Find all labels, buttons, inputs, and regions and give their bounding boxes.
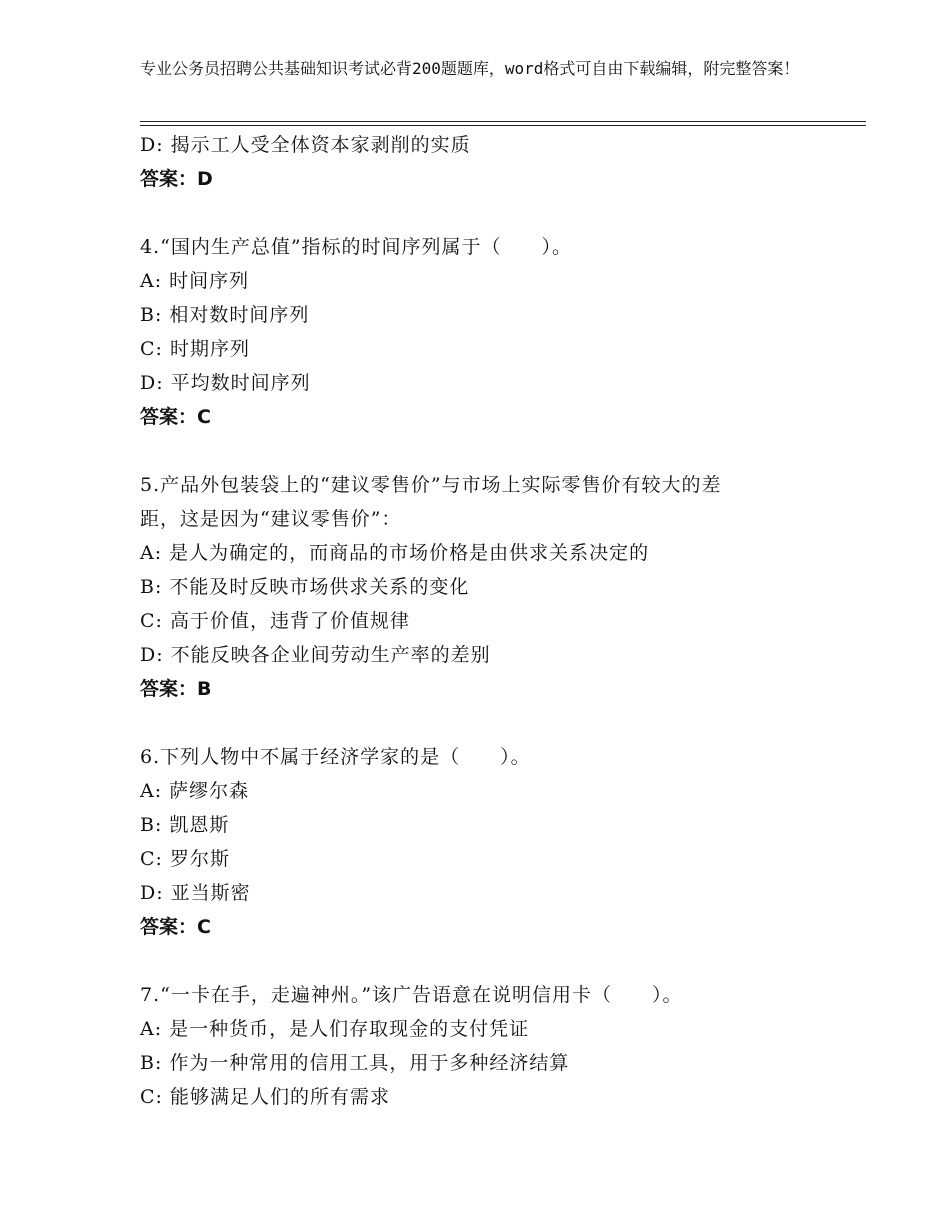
option-a: A: 是一种货币，是人们存取现金的支付凭证 xyxy=(140,1018,530,1040)
option-b: B: 凯恩斯 xyxy=(140,814,230,836)
option-d: D: 揭示工人受全体资本家剥削的实质 xyxy=(140,134,471,156)
spacer xyxy=(140,434,840,468)
answer-line: 答案：C xyxy=(140,916,211,938)
page-header: 专业公务员招聘公共基础知识考试必背200题题库，word格式可自由下载编辑，附完整答案！ xyxy=(140,59,800,78)
option-b: B: 不能及时反映市场供求关系的变化 xyxy=(140,576,470,598)
question-stem: 4.“国内生产总值”指标的时间序列属于（ ）。 xyxy=(140,236,573,258)
question-stem: 6.下列人物中不属于经济学家的是（ ）。 xyxy=(140,746,531,768)
option-c: C: 罗尔斯 xyxy=(140,848,230,870)
question-stem-continued: 距，这是因为“建议零售价”： xyxy=(140,508,402,530)
option-c: C: 高于价值，违背了价值规律 xyxy=(140,610,410,632)
option-a: A: 是人为确定的，而商品的市场价格是由供求关系决定的 xyxy=(140,542,650,564)
option-c: C: 能够满足人们的所有需求 xyxy=(140,1086,390,1108)
answer-line: 答案：D xyxy=(140,168,213,190)
header-rule-bottom xyxy=(140,125,866,126)
answer-line: 答案：C xyxy=(140,406,211,428)
header-rule-top xyxy=(140,121,866,122)
spacer xyxy=(140,944,840,978)
option-a: A: 时间序列 xyxy=(140,270,250,292)
spacer xyxy=(140,706,840,740)
option-a: A: 萨缪尔森 xyxy=(140,780,250,802)
question-stem: 7.“一卡在手，走遍神州。”该广告语意在说明信用卡（ ）。 xyxy=(140,984,683,1006)
option-d: D: 不能反映各企业间劳动生产率的差别 xyxy=(140,644,491,666)
option-d: D: 亚当斯密 xyxy=(140,882,251,904)
option-b: B: 作为一种常用的信用工具，用于多种经济结算 xyxy=(140,1052,570,1074)
option-b: B: 相对数时间序列 xyxy=(140,304,310,326)
question-stem: 5.产品外包装袋上的“建议零售价”与市场上实际零售价有较大的差 xyxy=(140,474,722,496)
question-list xyxy=(140,128,840,1114)
option-c: C: 时期序列 xyxy=(140,338,250,360)
option-d: D: 平均数时间序列 xyxy=(140,372,311,394)
spacer xyxy=(140,196,840,230)
answer-line: 答案：B xyxy=(140,678,212,700)
